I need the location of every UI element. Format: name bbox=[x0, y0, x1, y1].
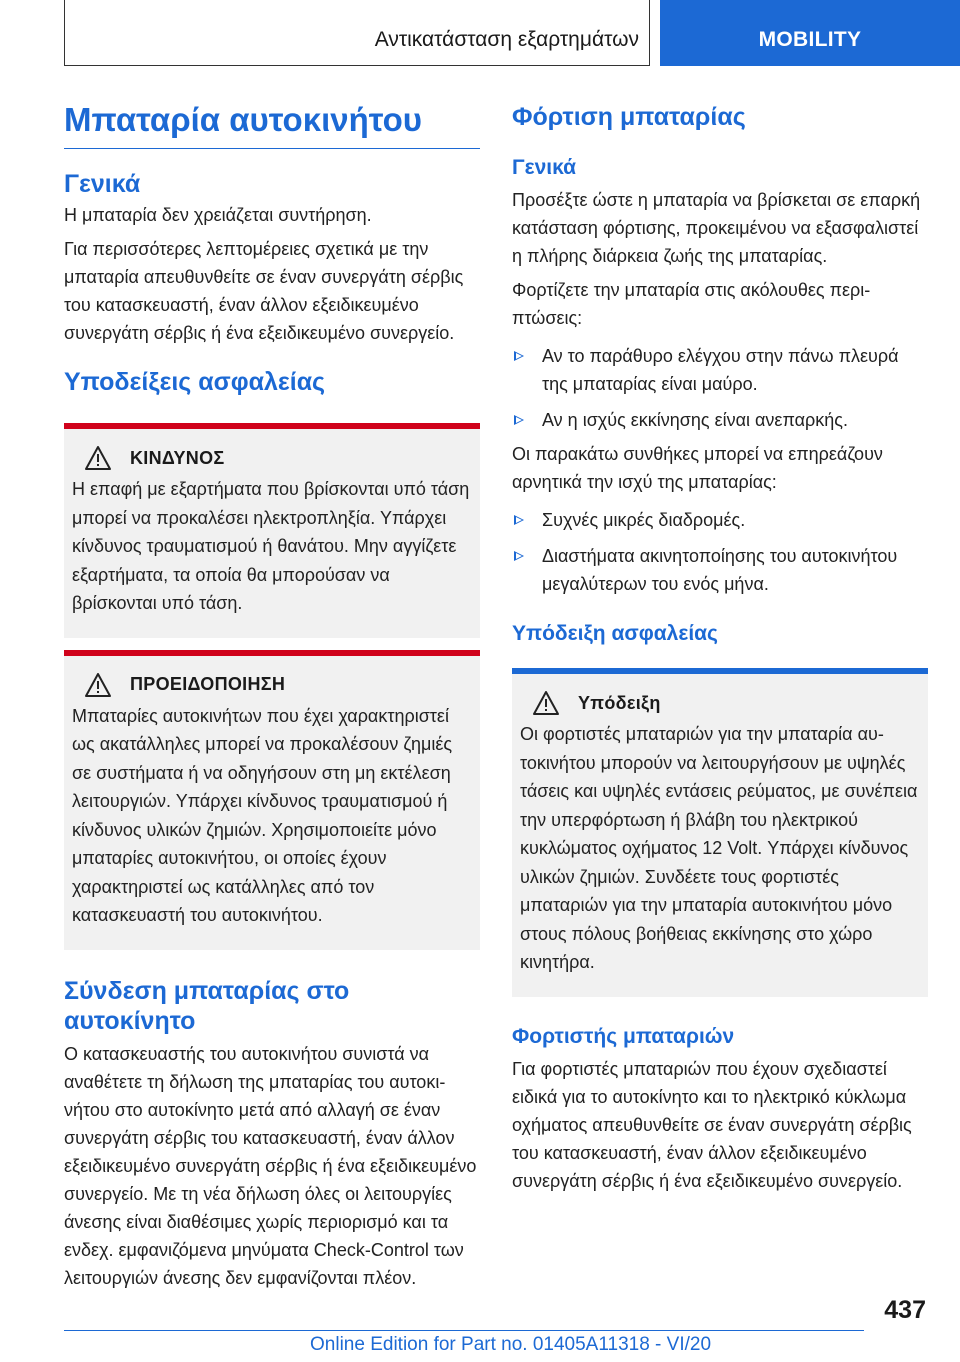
warning-title-row bbox=[72, 672, 472, 698]
danger-title: ΚΙΝΔΥΝΟΣ bbox=[130, 447, 225, 468]
chargers-heading: Φορτιστής μπαταριών bbox=[512, 1024, 735, 1048]
section-title-box bbox=[64, 0, 650, 66]
triangle-bullet-icon bbox=[514, 351, 524, 361]
warning-text: Μπαταρίες αυτοκινήτων που έχει χαρακτηριστεί ως ακατάλληλες μπορεί να προκαλέσουν ζημιές σε συστήματα ή να οδηγήσουν στη μη εκτέλεση λειτουργιών. Υπάρχει κίνδυνος τραυματισμού ή κίνδυνος υλικών ζημιών. Χρησιμοποιείτε μόνο μπαταρίες αυτοκινήτου, οι οποίες έχουν χαρακτηριστεί ως κατάλληλες από τον κατασκευαστή του αυτοκινήτου. bbox=[72, 705, 453, 925]
danger-box bbox=[64, 423, 480, 638]
triangle-bullet-icon bbox=[514, 551, 524, 561]
notice-text: Οι φορτιστές μπαταριών για την μπαταρία αυτοκινήτου μπορούν να λειτουργήσουν με υψηλές τάσεις και υψηλές εντάσεις ρεύματος, με συνέπεια την υπερφόρτωση ή βλάβη του ηλεκτρικού κυκλώματος οχήματος 12 Volt. Υπάρχει κίνδυνος υλικών ζημιών. Συνδέετε τους φορτιστές μπαταριών για την μπαταρία αυτοκινήτου μόνο στους πόλους βοήθειας εκκίνησης στο χώρο κινητήρα. bbox=[520, 724, 918, 972]
connect-paragraph: Ο κατασκευαστής του αυτοκινήτου συνιστά να αναθέτετε τη δήλωση της μπαταρίας του αυτοκινήτου στο αυτοκίνητο μετά από αλλαγή σε έναν συνεργάτη σέρβις του κατασκευαστή, έναν άλλον εξειδικευμένο συνεργάτη σέρβις ή ένα εξειδικευμένο συνεργείο. Με τη νέα δήλωση όλες οι λειτουργίες άνεσης είναι διαθέσιμες χωρίς περιορισμό και τα ενδεχ. εμφανιζόμενα μηνύματα Check-Control των λειτουργιών άνεσης δεν εμφανίζονται πλέον. bbox=[64, 1043, 477, 1288]
danger-text: Η επαφή με εξαρτήματα που βρίσκονται υπό τάση μπορεί να προκαλέσει ηλεκτροπληξία. Υπάρχει κίνδυνος τραυματισμού ή θανάτου. Μην αγγίζετε εξαρτήματα, τα οποία θα μπορούσαν να βρίσκονται υπό τάση. bbox=[72, 479, 470, 613]
chapter-tab[interactable] bbox=[660, 0, 960, 66]
chargers-paragraph: Για φορτιστές μπαταριών που έχουν σχεδιαστεί ειδικά για το αυτοκίνητο και το ηλεκτρικό κύκλωμα οχήματος απευθυνθείτε σε έναν συνεργάτη σέρβις του κατασκευαστή, έναν άλλον εξειδικευμένο συνεργάτη σέρβις ή ένα εξειδικευμένο συνεργείο. bbox=[512, 1058, 912, 1191]
safety-notice-heading: Υπόδειξη ασφαλείας bbox=[512, 622, 718, 645]
list-item: Συχνές μικρές διαδρομές. bbox=[512, 506, 928, 534]
triangle-bullet-icon bbox=[514, 415, 524, 425]
conditions-list bbox=[512, 506, 928, 598]
connect-heading: Σύνδεση μπαταρίας στο αυτοκίνητο bbox=[64, 976, 350, 1035]
general-heading: Γενικά bbox=[64, 170, 141, 198]
triangle-bullet-icon bbox=[514, 515, 524, 525]
notice-title-row bbox=[520, 690, 920, 716]
charging-title: Φόρτιση μπαταρίας bbox=[512, 103, 746, 131]
list-item: Αν το παράθυρο ελέγχου στην πάνω πλευρά της μπαταρίας είναι μαύρο. bbox=[512, 342, 928, 398]
page-title: Μπαταρία αυτοκινήτου bbox=[64, 98, 480, 149]
list-item: Διαστήματα ακινητοποίησης του αυτοκινήτου μεγαλύτερων του ενός μήνα. bbox=[512, 542, 928, 598]
charge-cases-list bbox=[512, 342, 928, 434]
conditions-paragraph: Οι παρακάτω συνθήκες μπορεί να επηρεάζουν αρνητικά την ισχύ της μπαταρίας: bbox=[512, 444, 883, 492]
general-paragraph: Για περισσότερες λεπτομέρειες σχετικά με την μπαταρία απευθυνθείτε σε έναν συνεργάτη σέρβις του κατασκευαστή, έναν άλλον εξειδικευμένο συνεργάτη σέρβις ή ένα εξειδικευμένο συνεργείο. bbox=[64, 239, 464, 343]
danger-title-row bbox=[72, 445, 472, 471]
list-item: Αν η ισχύς εκκίνησης είναι ανεπαρκής. bbox=[512, 406, 928, 434]
page-number: 437 bbox=[884, 1296, 926, 1324]
general-paragraph: Η μπαταρία δεν χρειάζεται συντήρηση. bbox=[64, 205, 372, 225]
warning-box bbox=[64, 650, 480, 950]
charging-paragraph: Φορτίζετε την μπαταρία στις ακόλουθες περιπτώσεις: bbox=[512, 280, 871, 328]
edition-note: Online Edition for Part no. 01405A11318 - VI/20 bbox=[310, 1334, 712, 1355]
warning-triangle-icon bbox=[84, 672, 112, 698]
section-title: Αντικατάσταση εξαρτημάτων bbox=[374, 28, 639, 51]
charging-general-heading: Γενικά bbox=[512, 156, 577, 179]
notice-box bbox=[512, 668, 928, 997]
chapter-tab-label: MOBILITY bbox=[758, 28, 862, 51]
warning-triangle-icon bbox=[84, 445, 112, 471]
safety-heading: Υποδείξεις ασφαλείας bbox=[64, 368, 326, 396]
right-column bbox=[512, 98, 928, 1195]
warning-triangle-icon bbox=[532, 690, 560, 716]
left-column bbox=[64, 98, 480, 1292]
footer-divider bbox=[64, 1330, 864, 1331]
charging-paragraph: Προσέξτε ώστε η μπαταρία να βρίσκεται σε επαρκή κατάσταση φόρτισης, προκειμένου να εξασφαλιστεί η πλήρης διάρκεια ζωής της μπαταρίας. bbox=[512, 190, 921, 266]
notice-title: Υπόδειξη bbox=[578, 692, 661, 713]
warning-title: ΠΡΟΕΙΔΟΠΟΙΗΣΗ bbox=[130, 674, 286, 694]
page-header bbox=[64, 0, 960, 66]
